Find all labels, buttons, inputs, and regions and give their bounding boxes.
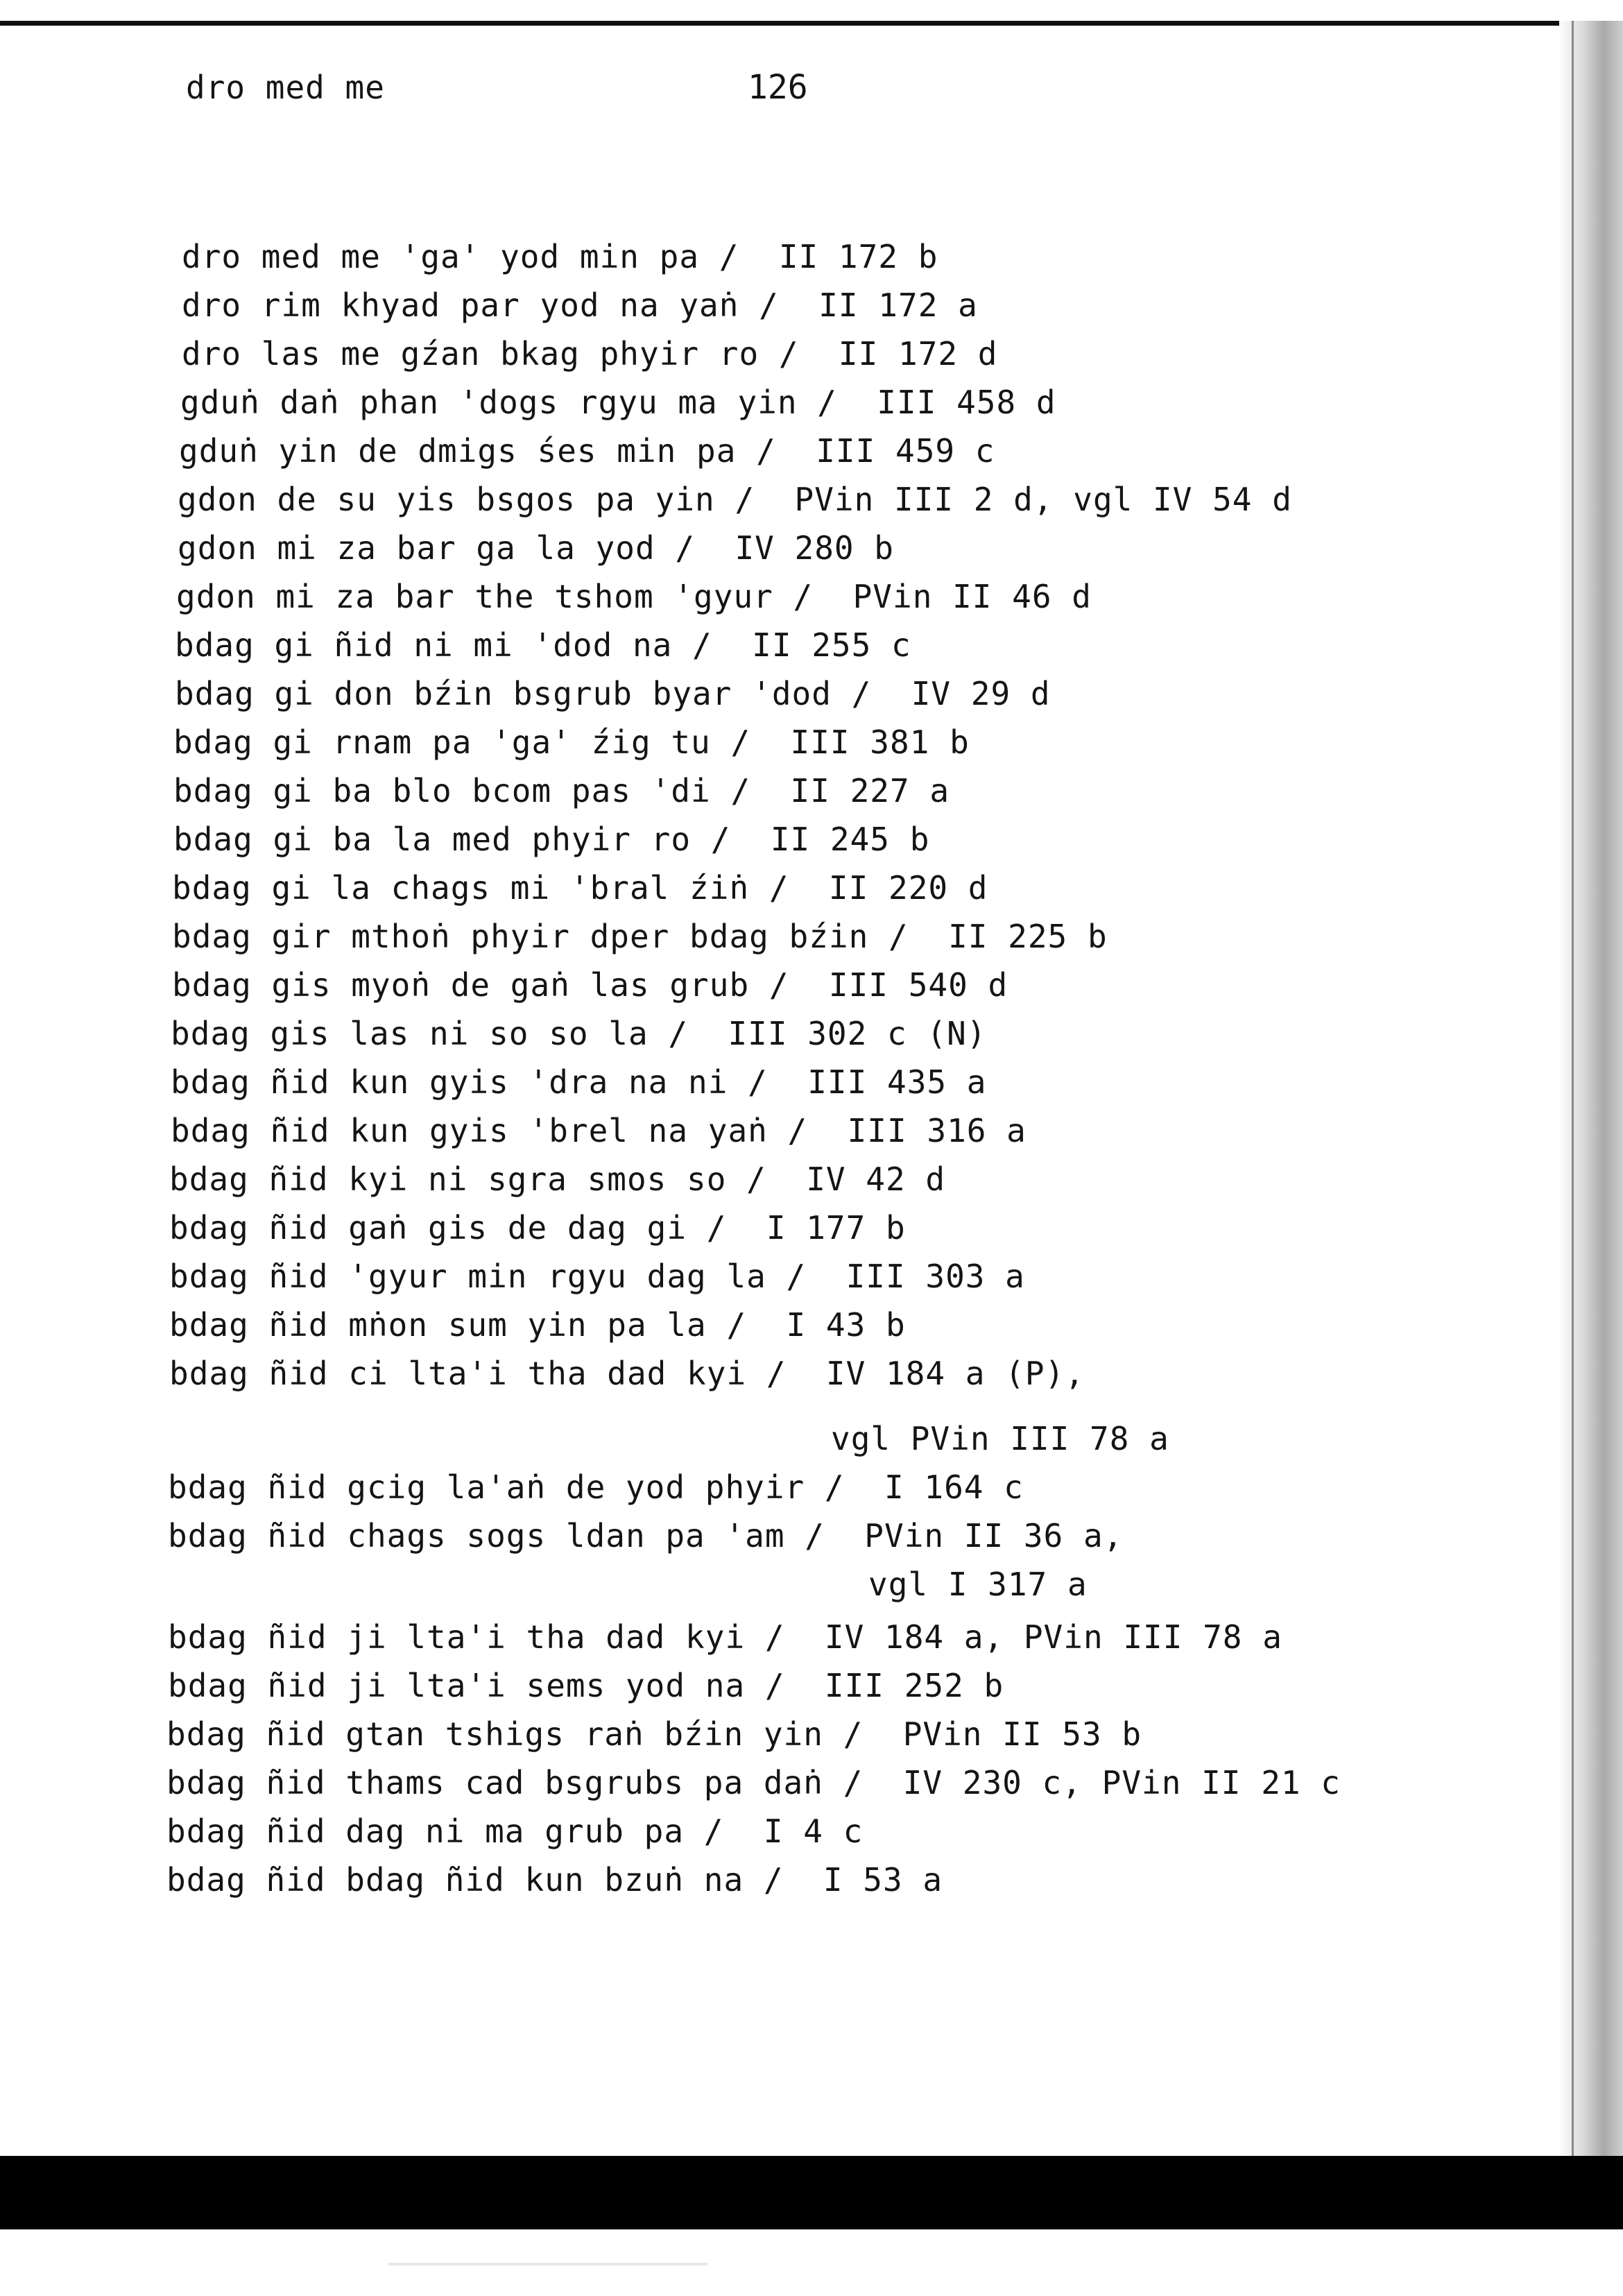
index-entry: bdag gi ba blo bcom pas 'di / II 227 a <box>173 772 950 809</box>
index-entry: bdag ñid ci lta'i tha dad kyi / IV 184 a (P), <box>169 1355 1085 1392</box>
index-entry: bdag gi ñid ni mi 'dod na / II 255 c <box>175 626 911 664</box>
index-entry: bdag ñid gcig la'aṅ de yod phyir / I 164 c <box>168 1468 1024 1506</box>
scan-page-edge-shadow <box>1559 21 1623 2178</box>
index-entry: bdag ñid chags sogs ldan pa 'am / PVin II 36 a, <box>168 1517 1124 1554</box>
index-entry: dro rim khyad par yod na yaṅ / II 172 a <box>182 286 978 324</box>
index-entry: bdag ñid kun gyis 'dra na ni / III 435 a <box>171 1063 987 1101</box>
page-number: 126 <box>748 68 808 107</box>
index-entry: bdag ñid dag ni ma grub pa / I 4 c <box>166 1813 864 1850</box>
index-entry: bdag gi rnam pa 'ga' źig tu / III 381 b <box>173 723 970 761</box>
index-entry: bdag ñid mṅon sum yin pa la / I 43 b <box>169 1306 906 1344</box>
index-entry: bdag ñid bdag ñid kun bzuṅ na / I 53 a <box>166 1861 943 1899</box>
index-entry: bdag ñid thams cad bsgrubs pa daṅ / IV 230 c, PVin II 21 c <box>166 1764 1341 1801</box>
index-entry: dro med me 'ga' yod min pa / II 172 b <box>182 238 938 275</box>
index-entry: bdag ñid ji lta'i sems yod na / III 252 b <box>168 1667 1004 1704</box>
index-entry: bdag gis las ni so so la / III 302 c (N) <box>171 1015 987 1052</box>
index-entry: bdag ñid 'gyur min rgyu dag la / III 303 a <box>169 1258 1025 1295</box>
index-entry: bdag gi don bźin bsgrub byar 'dod / IV 29 d <box>175 675 1051 712</box>
running-head: dro med me <box>186 69 385 106</box>
index-entry: bdag ñid kun gyis 'brel na yaṅ / III 316 a <box>171 1112 1027 1149</box>
index-entry: bdag ñid gaṅ gis de dag gi / I 177 b <box>169 1209 906 1246</box>
index-entry: gduṅ daṅ phan 'dogs rgyu ma yin / III 458 d <box>180 384 1056 421</box>
index-entry-continuation: vgl I 317 a <box>868 1566 1088 1603</box>
index-entry-continuation: vgl PVin III 78 a <box>831 1420 1169 1457</box>
index-entry: gdon de su yis bsgos pa yin / PVin III 2 d, vgl IV 54 d <box>178 481 1292 518</box>
index-entry: bdag ñid kyi ni sgra smos so / IV 42 d <box>169 1160 946 1198</box>
index-entry: gdon mi za bar the tshom 'gyur / PVin II 46 d <box>176 578 1092 615</box>
index-entry: dro las me gźan bkag phyir ro / II 172 d <box>182 335 998 372</box>
index-entry: gduṅ yin de dmigs śes min pa / III 459 c <box>179 432 995 470</box>
index-entry: bdag gis myoṅ de gaṅ las grub / III 540 d <box>172 966 1008 1004</box>
index-entry: bdag gi ba la med phyir ro / II 245 b <box>173 821 930 858</box>
index-entry: gdon mi za bar ga la yod / IV 280 b <box>178 529 894 567</box>
index-entry: bdag gir mthoṅ phyir dper bdag bźin / II 225 b <box>172 918 1108 955</box>
index-entry: bdag ñid ji lta'i tha dad kyi / IV 184 a, PVin III 78 a <box>168 1618 1282 1656</box>
index-entry: bdag gi la chags mi 'bral źiṅ / II 220 d <box>172 869 988 907</box>
index-entry: bdag ñid gtan tshigs raṅ bźin yin / PVin II 53 b <box>166 1715 1142 1753</box>
